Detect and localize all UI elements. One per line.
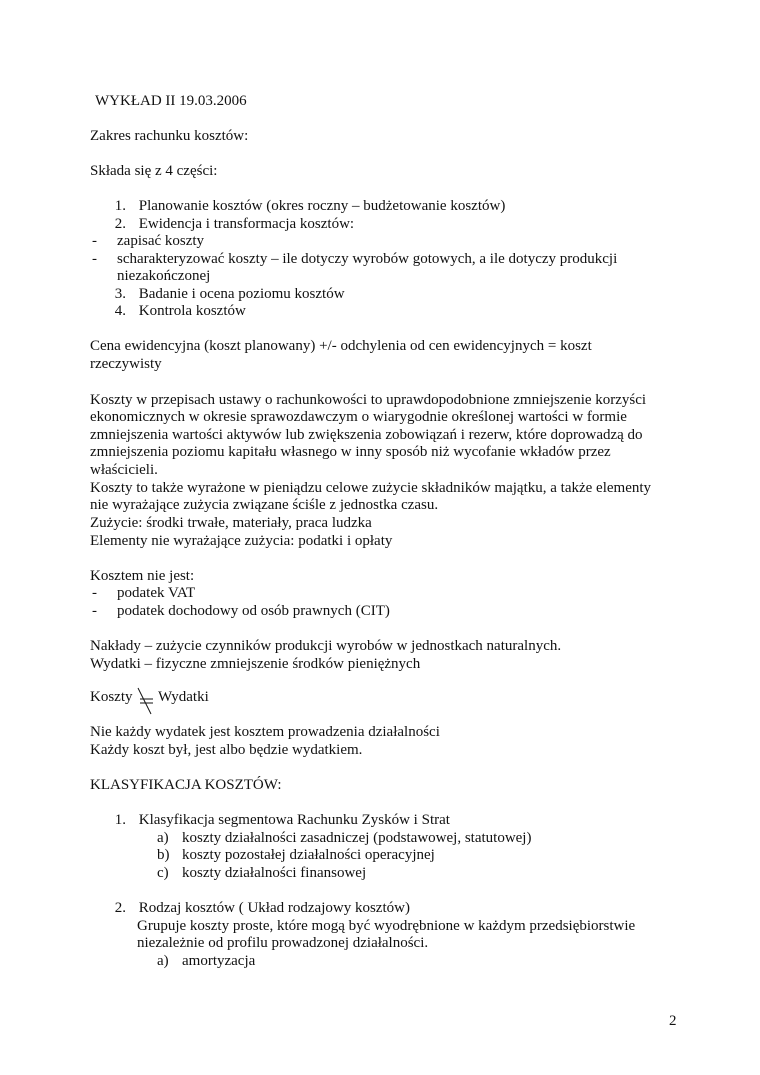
- sub-item: [157, 952, 256, 970]
- bullet-dash: -: [92, 585, 97, 601]
- definition-line: zmniejszenia poziomu kapitału własnego w inny sposób niż wycofanie wkładów przez: [90, 444, 611, 460]
- page-number: 2: [669, 1013, 677, 1029]
- sub-item-text: koszty pozostałej działalności operacyjnej: [182, 847, 435, 863]
- list-text: Planowanie kosztów (okres roczny – budżetowanie kosztów): [138, 198, 506, 214]
- definition-line: Koszty to także wyrażone w pieniądzu celowe zużycie składników majątku, a także elementy: [90, 480, 652, 496]
- list-item: [108, 285, 345, 303]
- description-line: Grupuje koszty proste, które mogą być wyodrębnione w każdym przedsiębiorstwie: [137, 918, 636, 934]
- statement-line: Każdy koszt był, jest albo będzie wydatkiem.: [90, 742, 363, 758]
- comparison-right: Wydatki: [158, 689, 209, 705]
- sub-item: [157, 829, 532, 847]
- comparison-left: Koszty: [90, 689, 133, 705]
- sub-item-letter: b): [157, 847, 170, 863]
- list-number: 2.: [114, 216, 126, 232]
- definition-line: ekonomicznych w okresie sprawozdawczym o wiarygodnie określonej wartości w formie: [90, 409, 627, 425]
- list-item: [108, 811, 450, 829]
- list-text: Badanie i ocena poziomu kosztów: [138, 286, 345, 302]
- bullet-text: podatek VAT: [117, 585, 196, 601]
- classification-heading: KLASYFIKACJA KOSZTÓW:: [90, 777, 282, 793]
- list-number: 4.: [114, 303, 126, 319]
- lecture-title: WYKŁAD II 19.03.2006: [95, 93, 247, 109]
- list-number: 1.: [114, 198, 126, 214]
- formula-line: Cena ewidencyjna (koszt planowany) +/- odchylenia od cen ewidencyjnych = koszt: [90, 338, 592, 354]
- description-line: niezależnie od profilu prowadzonej działalności.: [137, 935, 429, 951]
- term-line: Wydatki – fizyczne zmniejszenie środków pieniężnych: [90, 656, 421, 672]
- sub-item-text: amortyzacja: [182, 953, 256, 969]
- definition-line: zmniejszenia wartości aktywów lub zwiększenia zobowiązań i rezerw, które doprowadzą do: [90, 427, 643, 443]
- list-number: 2.: [114, 900, 126, 916]
- list-text: Ewidencja i transformacja kosztów:: [138, 216, 355, 232]
- not-cost-heading: Kosztem nie jest:: [90, 568, 195, 584]
- sub-item-text: koszty działalności finansowej: [182, 865, 367, 881]
- definition-line: Elementy nie wyrażające zużycia: podatki i opłaty: [90, 533, 393, 549]
- sub-item-text: koszty działalności zasadniczej (podstawowej, statutowej): [182, 830, 532, 846]
- list-text: Klasyfikacja segmentowa Rachunku Zysków i Strat: [138, 812, 450, 828]
- list-item: [108, 302, 246, 320]
- definition-line: właścicieli.: [90, 462, 158, 478]
- section-heading: Zakres rachunku kosztów:: [90, 128, 249, 144]
- sub-item: [157, 846, 435, 864]
- section-intro: Składa się z 4 części:: [90, 163, 218, 179]
- statement-line: Nie każdy wydatek jest kosztem prowadzenia działalności: [90, 724, 440, 740]
- bullet-text: podatek dochodowy od osób prawnych (CIT): [117, 603, 390, 619]
- definition-line: nie wyrażające zużycia związane ściśle z jednostka czasu.: [90, 497, 439, 513]
- list-text: Rodzaj kosztów ( Układ rodzajowy kosztów): [138, 900, 410, 916]
- list-text: Kontrola kosztów: [138, 303, 246, 319]
- list-item: [108, 197, 505, 215]
- definition-line: Koszty w przepisach ustawy o rachunkowości to uprawdopodobnione zmniejszenie korzyści: [90, 392, 647, 408]
- list-number: 3.: [114, 286, 126, 302]
- sub-item-letter: c): [157, 865, 169, 881]
- bullet-text: scharakteryzować koszty – ile dotyczy wyrobów gotowych, a ile dotyczy produkcji: [117, 251, 618, 267]
- sub-item: [157, 864, 367, 882]
- bullet-dash: -: [92, 233, 97, 249]
- bullet-text: zapisać koszty: [117, 233, 205, 249]
- list-item: [108, 899, 410, 917]
- term-line: Nakłady – zużycie czynników produkcji wyrobów w jednostkach naturalnych.: [90, 638, 562, 654]
- list-item: [108, 215, 354, 233]
- bullet-dash: -: [92, 603, 97, 619]
- definition-line: Zużycie: środki trwałe, materiały, praca ludzka: [90, 515, 372, 531]
- list-number: 1.: [114, 812, 126, 828]
- sub-item-letter: a): [157, 830, 169, 846]
- sub-item-letter: a): [157, 953, 169, 969]
- bullet-dash: -: [92, 251, 97, 267]
- formula-line: rzeczywisty: [90, 356, 162, 372]
- bullet-continuation: niezakończonej: [117, 268, 211, 284]
